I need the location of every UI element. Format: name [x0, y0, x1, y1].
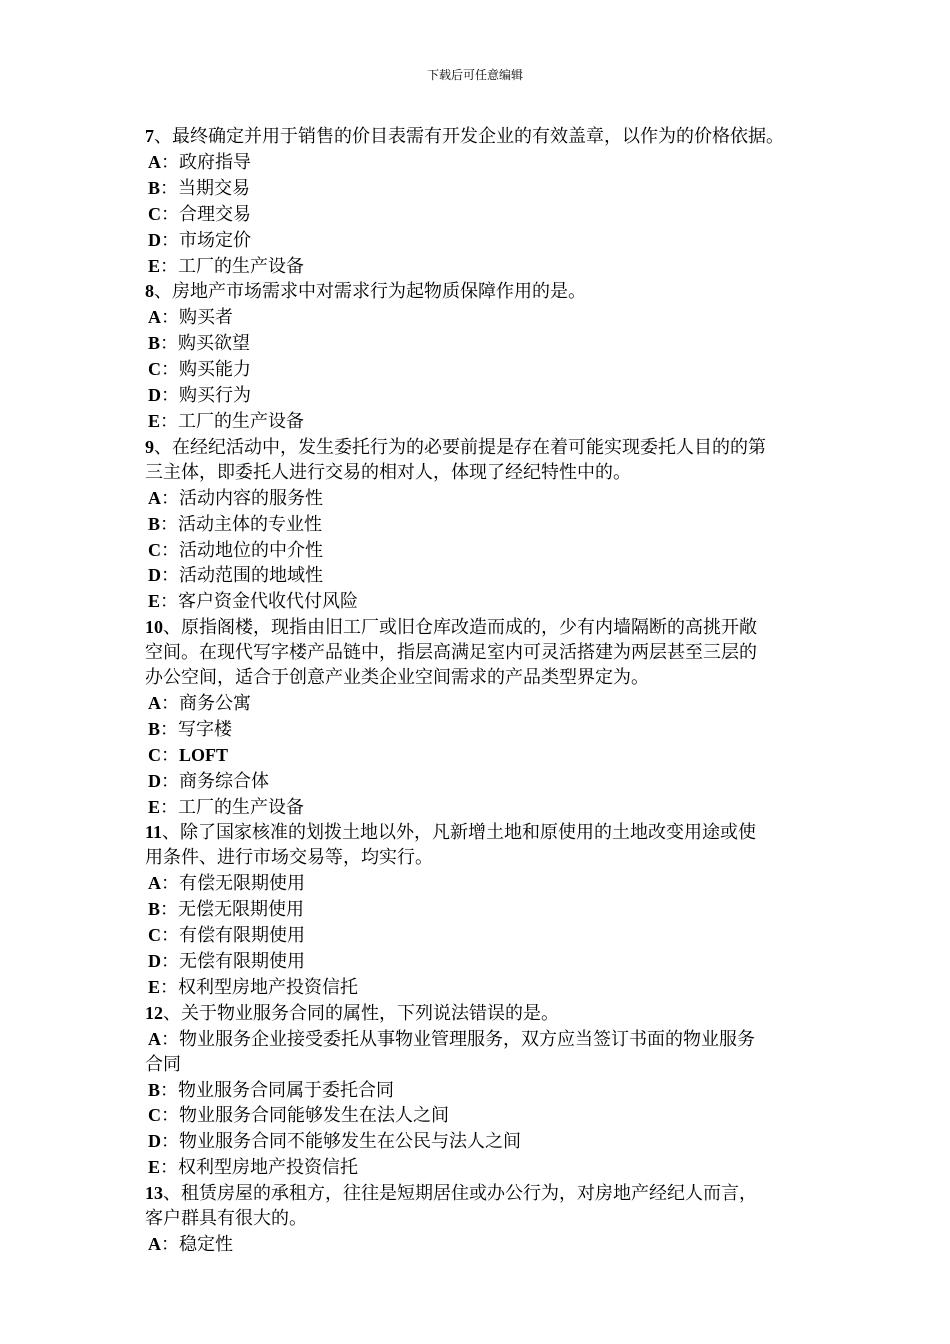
option-label: B: [148, 513, 161, 534]
option-text: 活动内容的服务性: [179, 487, 323, 509]
question-separator: 、: [163, 617, 181, 639]
option-text: 有偿无限期使用: [179, 873, 305, 895]
continuation-line: 合同: [145, 1053, 181, 1075]
page-header: 下载后可任意编辑: [426, 68, 523, 82]
question-text: 房地产市场需求中对需求行为起物质保障作用的是。: [172, 281, 586, 303]
option-label: D: [148, 770, 161, 791]
document-body: [145, 124, 825, 1258]
option-label: A: [148, 873, 161, 894]
question-number: 8: [145, 281, 154, 302]
answer-option: [145, 202, 825, 228]
answer-option: [145, 949, 825, 975]
option-text: 工厂的生产设备: [178, 796, 305, 818]
answer-option: [145, 1155, 825, 1181]
option-separator: ：: [160, 333, 179, 355]
question-number: 12: [145, 1002, 163, 1023]
question-text: 租赁房屋的承租方，往往是短期居住或办公行为，对房地产经纪人而言，: [181, 1183, 757, 1205]
option-separator: ：: [161, 692, 179, 714]
option-separator: ：: [160, 976, 179, 998]
option-label: C: [148, 539, 161, 560]
question-line: [145, 1181, 825, 1207]
option-separator: ：: [160, 796, 179, 818]
option-separator: ：: [161, 203, 179, 225]
continuation-line: 三主体，即委托人进行交易的相对人，体现了经纪特性中的。: [145, 461, 631, 483]
answer-option: [145, 871, 825, 897]
option-text: 活动地位的中介性: [179, 539, 323, 561]
option-separator: ：: [160, 1157, 179, 1179]
answer-option: [145, 305, 825, 331]
option-separator: ：: [160, 513, 179, 535]
option-separator: ：: [161, 385, 179, 407]
answer-option: [145, 1232, 825, 1258]
option-label: A: [148, 1028, 161, 1049]
option-label: B: [148, 899, 161, 920]
question-text: 除了国家核准的划拨土地以外，凡新增土地和原使用的土地改变用途或使: [180, 822, 757, 844]
question-text: 最终确定并用于销售的价目表需有开发企业的有效盖章，以作为的价格依据。: [172, 126, 784, 147]
question-number: 9: [145, 436, 154, 457]
option-text: 政府指导: [179, 151, 251, 173]
option-label: D: [148, 385, 161, 406]
option-separator: ：: [160, 177, 179, 199]
continuation-line: 空间。在现代写字楼产品链中，指层高满足室内可灵活搭建为两层甚至三层的: [145, 642, 757, 664]
question-number: 7: [145, 126, 154, 146]
option-label: D: [148, 565, 161, 586]
option-text: LOFT: [179, 744, 229, 765]
answer-option: [145, 486, 825, 512]
option-text: 稳定性: [179, 1233, 233, 1255]
option-label: A: [148, 1233, 161, 1254]
option-separator: ：: [161, 770, 179, 792]
continuation-line: 办公空间，适合于创意产业类企业空间需求的产品类型界定为。: [145, 667, 649, 689]
option-text: 工厂的生产设备: [178, 255, 305, 277]
option-label: E: [148, 976, 161, 997]
question-separator: 、: [163, 1002, 181, 1024]
option-separator: ：: [161, 151, 179, 173]
option-label: C: [148, 203, 161, 224]
option-label: E: [148, 591, 161, 612]
option-label: E: [148, 796, 161, 817]
option-separator: ：: [160, 591, 179, 613]
option-separator: ：: [160, 718, 179, 740]
option-label: C: [148, 925, 161, 946]
option-separator: ：: [161, 744, 179, 766]
option-separator: ：: [161, 359, 179, 381]
answer-option: [145, 897, 825, 923]
option-text: 有偿有限期使用: [179, 925, 305, 947]
option-label: A: [148, 151, 161, 172]
option-label: B: [148, 1079, 161, 1100]
question-separator: 、: [163, 1183, 181, 1205]
question-line: [145, 279, 825, 305]
option-label: E: [148, 1157, 161, 1178]
answer-option: [145, 717, 825, 743]
answer-option: [145, 357, 825, 383]
option-text: 商务公寓: [179, 692, 251, 714]
question-separator: 、: [154, 126, 172, 147]
answer-option: [145, 1103, 825, 1129]
answer-option: [145, 409, 825, 435]
option-label: B: [148, 177, 161, 198]
option-label: C: [148, 744, 161, 765]
question-line: [145, 820, 825, 846]
continuation-line: 客户群具有很大的。: [145, 1208, 307, 1230]
option-text: 商务综合体: [179, 770, 269, 792]
option-text: 当期交易: [178, 177, 251, 199]
answer-option: [145, 254, 825, 280]
option-separator: ：: [161, 1028, 179, 1050]
option-text: 物业服务合同能够发生在法人之间: [179, 1105, 449, 1127]
answer-option: [145, 691, 825, 717]
answer-option: [145, 589, 825, 615]
option-text: 无偿无限期使用: [178, 899, 305, 921]
question-separator: 、: [154, 281, 172, 303]
answer-option: [145, 150, 825, 176]
answer-option: [145, 769, 825, 795]
option-text: 合理交易: [179, 203, 251, 225]
option-separator: ：: [161, 1105, 179, 1127]
question-text: 在经纪活动中，发生委托行为的必要前提是存在着可能实现委托人目的的第: [172, 436, 766, 458]
option-label: A: [148, 487, 161, 508]
answer-option: [145, 512, 825, 538]
option-separator: ：: [160, 410, 179, 432]
option-label: D: [148, 1131, 161, 1152]
question-line: [145, 1001, 825, 1027]
option-label: B: [148, 333, 161, 354]
question-number: 11: [145, 822, 163, 843]
option-text: 物业服务合同属于委托合同: [178, 1079, 395, 1101]
question-number: 10: [145, 617, 163, 638]
option-text: 活动主体的专业性: [178, 513, 323, 535]
answer-option: [145, 538, 825, 564]
answer-option: [145, 975, 825, 1001]
answer-option: [145, 383, 825, 409]
answer-option: [145, 176, 825, 202]
option-text: 活动范围的地域性: [179, 565, 323, 587]
option-separator: ：: [161, 925, 179, 947]
option-label: E: [148, 255, 161, 276]
option-text: 物业服务企业接受委托从事物业管理服务，双方应当签订书面的物业服务: [179, 1028, 755, 1050]
option-label: D: [148, 229, 161, 250]
option-label: E: [148, 410, 161, 431]
answer-option: [145, 795, 825, 821]
option-text: 客户资金代收代付风险: [178, 591, 359, 613]
option-separator: ：: [161, 1131, 179, 1153]
option-separator: ：: [161, 1233, 179, 1255]
question-separator: 、: [162, 822, 181, 844]
answer-option: [145, 331, 825, 357]
answer-option: [145, 228, 825, 254]
question-number: 13: [145, 1183, 163, 1204]
option-separator: ：: [161, 873, 179, 895]
option-label: D: [148, 951, 161, 971]
option-text: 权利型房地产投资信托: [178, 1157, 359, 1179]
question-text: 关于物业服务合同的属性，下列说法错误的是。: [181, 1002, 559, 1024]
option-label: C: [148, 359, 161, 380]
answer-option: [145, 1078, 825, 1104]
option-text: 购买能力: [179, 359, 251, 381]
question-text: 原指阁楼，现指由旧工厂或旧仓库改造而成的，少有内墙隔断的高挑开敞: [181, 617, 757, 639]
answer-option: [145, 1027, 825, 1053]
continuation-line: 用条件、进行市场交易等，均实行。: [145, 847, 433, 869]
question-line: [145, 615, 825, 641]
option-text: 物业服务合同不能够发生在公民与法人之间: [179, 1131, 521, 1153]
option-text: 购买行为: [179, 385, 251, 407]
option-label: C: [148, 1105, 161, 1126]
option-text: 无偿有限期使用: [179, 951, 305, 972]
option-separator: ：: [160, 899, 179, 921]
question-line: [145, 435, 825, 461]
question-line: [145, 124, 825, 150]
option-text: 购买欲望: [178, 333, 251, 355]
answer-option: [145, 743, 825, 769]
answer-option: [145, 563, 825, 589]
option-separator: ：: [161, 539, 179, 561]
option-text: 购买者: [179, 307, 233, 329]
option-separator: ：: [161, 487, 179, 509]
option-text: 权利型房地产投资信托: [178, 976, 359, 998]
option-separator: ：: [160, 1079, 179, 1101]
option-label: B: [148, 718, 161, 739]
option-separator: ：: [161, 565, 179, 587]
option-text: 写字楼: [178, 718, 233, 740]
option-separator: ：: [161, 951, 179, 972]
option-separator: ：: [161, 229, 179, 251]
question-separator: 、: [154, 436, 172, 458]
option-label: A: [148, 307, 161, 328]
option-label: A: [148, 692, 161, 713]
answer-option: [145, 1129, 825, 1155]
option-text: 市场定价: [179, 229, 251, 251]
answer-option: [145, 923, 825, 949]
option-text: 工厂的生产设备: [178, 410, 305, 432]
option-separator: ：: [161, 307, 179, 329]
option-separator: ：: [160, 255, 179, 277]
